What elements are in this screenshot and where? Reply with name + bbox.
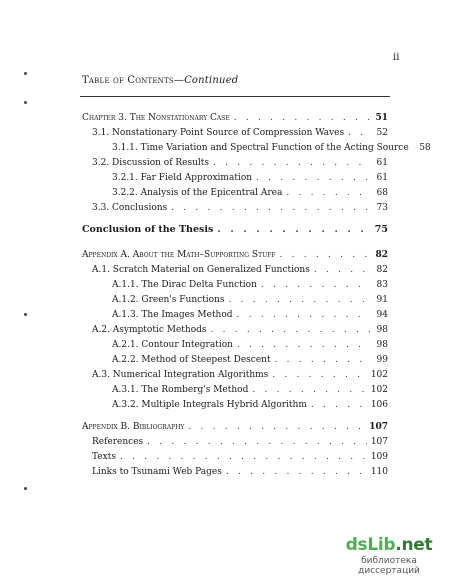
leader-dots xyxy=(237,339,370,351)
margin-speck xyxy=(24,101,27,104)
toc-entry[interactable] xyxy=(82,224,388,236)
toc-entry-page: 102 xyxy=(370,370,388,380)
toc-entry-page: 82 xyxy=(376,265,388,275)
toc-entry-page: 82 xyxy=(375,250,388,260)
toc-entry-label: References xyxy=(92,437,144,447)
page-number: ii xyxy=(393,52,400,63)
toc-entry-label: 3.2. Discussion of Results xyxy=(92,158,210,168)
toc-dash: — xyxy=(173,75,185,86)
toc-entry-page: 61 xyxy=(376,173,388,183)
leader-dots xyxy=(275,354,370,366)
toc-entry-page: 107 xyxy=(369,422,388,432)
watermark xyxy=(330,535,448,576)
toc-entry[interactable] xyxy=(112,279,388,291)
toc-title: Table of Contents xyxy=(82,75,174,86)
toc-entry-label: 3.2.2. Analysis of the Epicentral Area xyxy=(112,188,283,198)
toc-entry-label: A.1.2. Green's Functions xyxy=(112,295,225,305)
toc-entry-label: Conclusion of the Thesis xyxy=(82,224,214,235)
leader-dots xyxy=(286,187,370,199)
toc-entry-label: A.1.3. The Images Method xyxy=(112,310,233,320)
toc-entry-page: 94 xyxy=(376,310,388,320)
toc-entry-label: A.2.1. Contour Integration xyxy=(112,340,233,350)
leader-dots xyxy=(348,127,370,139)
leader-dots xyxy=(229,294,371,306)
toc-entry-page: 52 xyxy=(376,128,388,138)
toc-entry-label: A.1.1. The Dirac Delta Function xyxy=(112,280,257,290)
toc-entry-label: 3.1.1. Time Variation and Spectral Function of the Acting Source xyxy=(112,143,409,153)
toc-entry[interactable] xyxy=(92,466,388,478)
toc-entry-page: 83 xyxy=(376,280,388,290)
toc-entry[interactable] xyxy=(82,421,388,433)
toc-continued: Continued xyxy=(184,75,239,86)
leader-dots xyxy=(272,369,367,381)
toc-entry[interactable] xyxy=(112,309,388,321)
toc-entry-label: Chapter 3. The Nonstationary Case xyxy=(82,113,230,123)
toc-entry-page: 75 xyxy=(374,224,388,235)
toc-entry[interactable] xyxy=(112,339,388,351)
toc-entry[interactable] xyxy=(92,157,388,169)
toc-entry-label: 3.1. Nonstationary Point Source of Compression Waves xyxy=(92,128,345,138)
leader-dots xyxy=(311,399,367,411)
toc-entry-label: Links to Tsunami Web Pages xyxy=(92,467,222,477)
toc-entry[interactable] xyxy=(112,399,388,411)
toc-entry[interactable] xyxy=(92,202,388,214)
leader-dots xyxy=(120,451,367,463)
toc-entry-page: 73 xyxy=(376,203,388,213)
toc-entry[interactable] xyxy=(92,324,388,336)
toc-entry-label: A.3. Numerical Integration Algorithms xyxy=(92,370,269,380)
toc-entry-page: 91 xyxy=(376,295,388,305)
leader-dots xyxy=(237,309,370,321)
leader-dots xyxy=(226,466,367,478)
leader-dots xyxy=(217,224,370,236)
toc-entry-page: 58 xyxy=(419,143,431,153)
toc-entry[interactable] xyxy=(112,384,388,396)
toc-entry[interactable] xyxy=(112,354,388,366)
toc-entry[interactable] xyxy=(92,264,388,276)
toc-entry[interactable] xyxy=(92,436,388,448)
toc-entry-page: 51 xyxy=(375,113,388,123)
toc-entry-page: 110 xyxy=(370,467,388,477)
toc-entry-label: A.1. Scratch Material on Generalized Functions xyxy=(92,265,310,275)
watermark-subtitle: библиотека диссертаций xyxy=(358,556,420,576)
toc-entry-page: 68 xyxy=(376,188,388,198)
toc-entry-label: Appendix B. Bibliography xyxy=(82,422,185,432)
toc-entry-label: A.2. Asymptotic Methods xyxy=(92,325,207,335)
toc-entry-label: A.3.2. Multiple Integrals Hybrid Algorithm xyxy=(112,400,307,410)
toc-entry-label: 3.3. Conclusions xyxy=(92,203,168,213)
toc-entry-page: 107 xyxy=(370,437,388,447)
leader-dots xyxy=(234,112,370,124)
leader-dots xyxy=(279,249,370,261)
toc-entry[interactable] xyxy=(112,294,388,306)
toc-entry[interactable] xyxy=(112,142,431,154)
toc-entry-page: 106 xyxy=(370,400,388,410)
toc-entry-page: 98 xyxy=(376,340,388,350)
toc-entry[interactable] xyxy=(82,249,388,261)
toc-entry[interactable] xyxy=(92,451,388,463)
toc-entry-label: A.2.2. Method of Steepest Descent xyxy=(112,355,271,365)
watermark-logo: dsLib.net xyxy=(345,535,433,555)
leader-dots xyxy=(256,172,370,184)
toc-entry[interactable] xyxy=(92,127,388,139)
leader-dots xyxy=(188,421,365,433)
toc-entry-label: Appendix A. About the Math–Supporting Stuff xyxy=(82,250,276,260)
leader-dots xyxy=(213,157,370,169)
toc-entry-page: 99 xyxy=(376,355,388,365)
toc-entry-page: 102 xyxy=(370,385,388,395)
leader-dots xyxy=(171,202,370,214)
leader-dots xyxy=(314,264,370,276)
toc-entry-label: Texts xyxy=(92,452,116,462)
leader-dots xyxy=(147,436,367,448)
leader-dots xyxy=(261,279,370,291)
toc-entry-page: 61 xyxy=(376,158,388,168)
toc-entry-page: 109 xyxy=(370,452,388,462)
toc-entry[interactable] xyxy=(112,187,388,199)
margin-speck xyxy=(24,487,27,490)
toc-entry-label: 3.2.1. Far Field Approximation xyxy=(112,173,253,183)
toc-entry-label: A.3.1. The Romberg's Method xyxy=(112,385,249,395)
toc-header xyxy=(82,75,238,86)
margin-speck xyxy=(24,72,27,75)
toc-entry[interactable] xyxy=(82,112,388,124)
toc-entry[interactable] xyxy=(92,369,388,381)
margin-speck xyxy=(24,313,27,316)
header-rule xyxy=(80,96,390,97)
toc-entry[interactable] xyxy=(112,172,388,184)
leader-dots xyxy=(252,384,366,396)
leader-dots xyxy=(211,324,371,336)
toc-entry-page: 98 xyxy=(376,325,388,335)
